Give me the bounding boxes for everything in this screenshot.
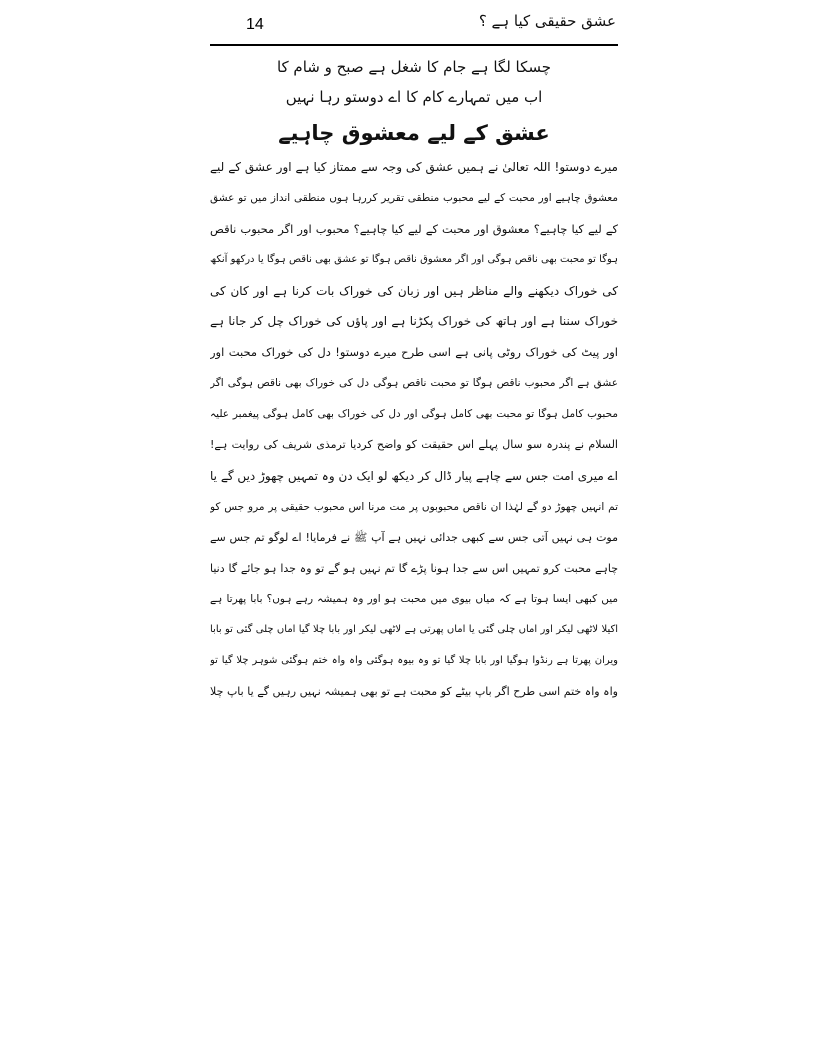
text-line: ہوگا تو محبت بھی ناقص ہوگی اور اگر معشوق ناقص ہوگا تو عشق بھی ناقص ہوگا یا درکھو آنکھ [210,253,618,265]
text-line: میں کبھی ایسا ہوتا ہے کہ میاں بیوی میں محبت ہو اور وہ ہمیشہ رہے ہوں؟ بابا پھرتا ہے [210,593,618,606]
text-line: اور پیٹ کی خوراک روٹی پانی ہے اسی طرح میرے دوستو! دل کی خوراک محبت اور [210,345,618,360]
text-line: ویران پھرتا ہے رنڈوا ہوگیا اور بابا چلا گیا تو وہ بیوہ ہوگئی واہ واہ ختم ہوگئی شوہر چلا گیا تو [210,655,618,667]
header-rule [210,44,618,46]
text-line: خوراک سننا ہے اور ہاتھ کی خوراک پکڑنا ہے اور پاؤں کی خوراک چل کر جانا ہے [210,314,618,329]
text-line: میرے دوستو! اللہ تعالیٰ نے ہمیں عشق کی وجہ سے ممتاز کیا ہے اور عشق کے لیے [210,160,618,174]
text-line: واہ واہ ختم اسی طرح اگر باپ بیٹے کو محبت ہے تو بھی ہمیشہ نہیں رہیں گے یا باپ چلا [210,685,618,699]
body-text [210,152,618,708]
text-line: اے میری امت جس سے چاہے پیار ڈال کر دیکھ لو ایک دن وہ تمہیں چھوڑ دیں گے یا [210,468,618,483]
page-header [210,6,618,42]
text-line: السلام نے پندرہ سو سال پہلے اس حقیقت کو واضح کردیا ترمذی شریف کی روایت ہے! [210,438,618,452]
text-line: محبوب کامل ہوگا تو محبت بھی کامل ہوگی اور دل کی خوراک بھی کامل ہوگی پیغمبر علیہ [210,408,618,421]
text-line: کی خوراک دیکھنے والے مناظر ہیں اور زبان کی خوراک بات کرنا ہے اور کان کی [210,283,618,298]
verse-line: چسکا لگا ہے جام کا شغل ہے صبح و شام کا [276,58,552,76]
text-line: عشق ہے اگر محبوب ناقص ہوگا تو محبت ناقص ہوگی دل کی خوراک بھی ناقص ہوگی اگر [210,377,618,390]
running-title: عشق حقیقی کیا ہے ؟ [478,12,616,30]
text-line: چاہے محبت کرو تمہیں اس سے جدا ہونا پڑے گا تم نہیں ہو گے تو وہ جدا ہو جائے گا دنیا [210,561,618,575]
text-line: اکیلا لاٹھی لیکر اور اماں چلی گئی یا اماں پھرتی ہے لاٹھی لیکر اور بابا چلا گیا اماں چلی گئی تو بابا [210,624,618,636]
text-line: تم انہیں چھوڑ دو گے لہٰذا ان ناقص محبوبوں پر مت مرنا اس محبوب حقیقی پر مرو جس کو [210,500,618,513]
text-line: کے لیے کیا چاہیے؟ معشوق اور محبت کے لیے کیا چاہیے؟ محبوب اور اگر محبوب ناقص [210,221,618,236]
verse-line: اب میں تمہارے کام کا اے دوستو رہا نہیں [285,88,543,106]
text-line: موت ہی نہیں آتی جس سے کبھی جدائی نہیں ہے آپ ﷺ نے فرمایا! اے لوگو تم جس سے [210,530,618,544]
page-number: 14 [246,16,264,33]
section-heading: عشق کے لیے معشوق چاہیے [278,121,550,145]
poetry-couplet [210,52,618,112]
book-page [210,0,618,1056]
text-line: معشوق چاہیے اور محبت کے لیے محبوب منطقی تقریر کررہا ہوں منطقی انداز میں تو عشق [210,191,618,204]
